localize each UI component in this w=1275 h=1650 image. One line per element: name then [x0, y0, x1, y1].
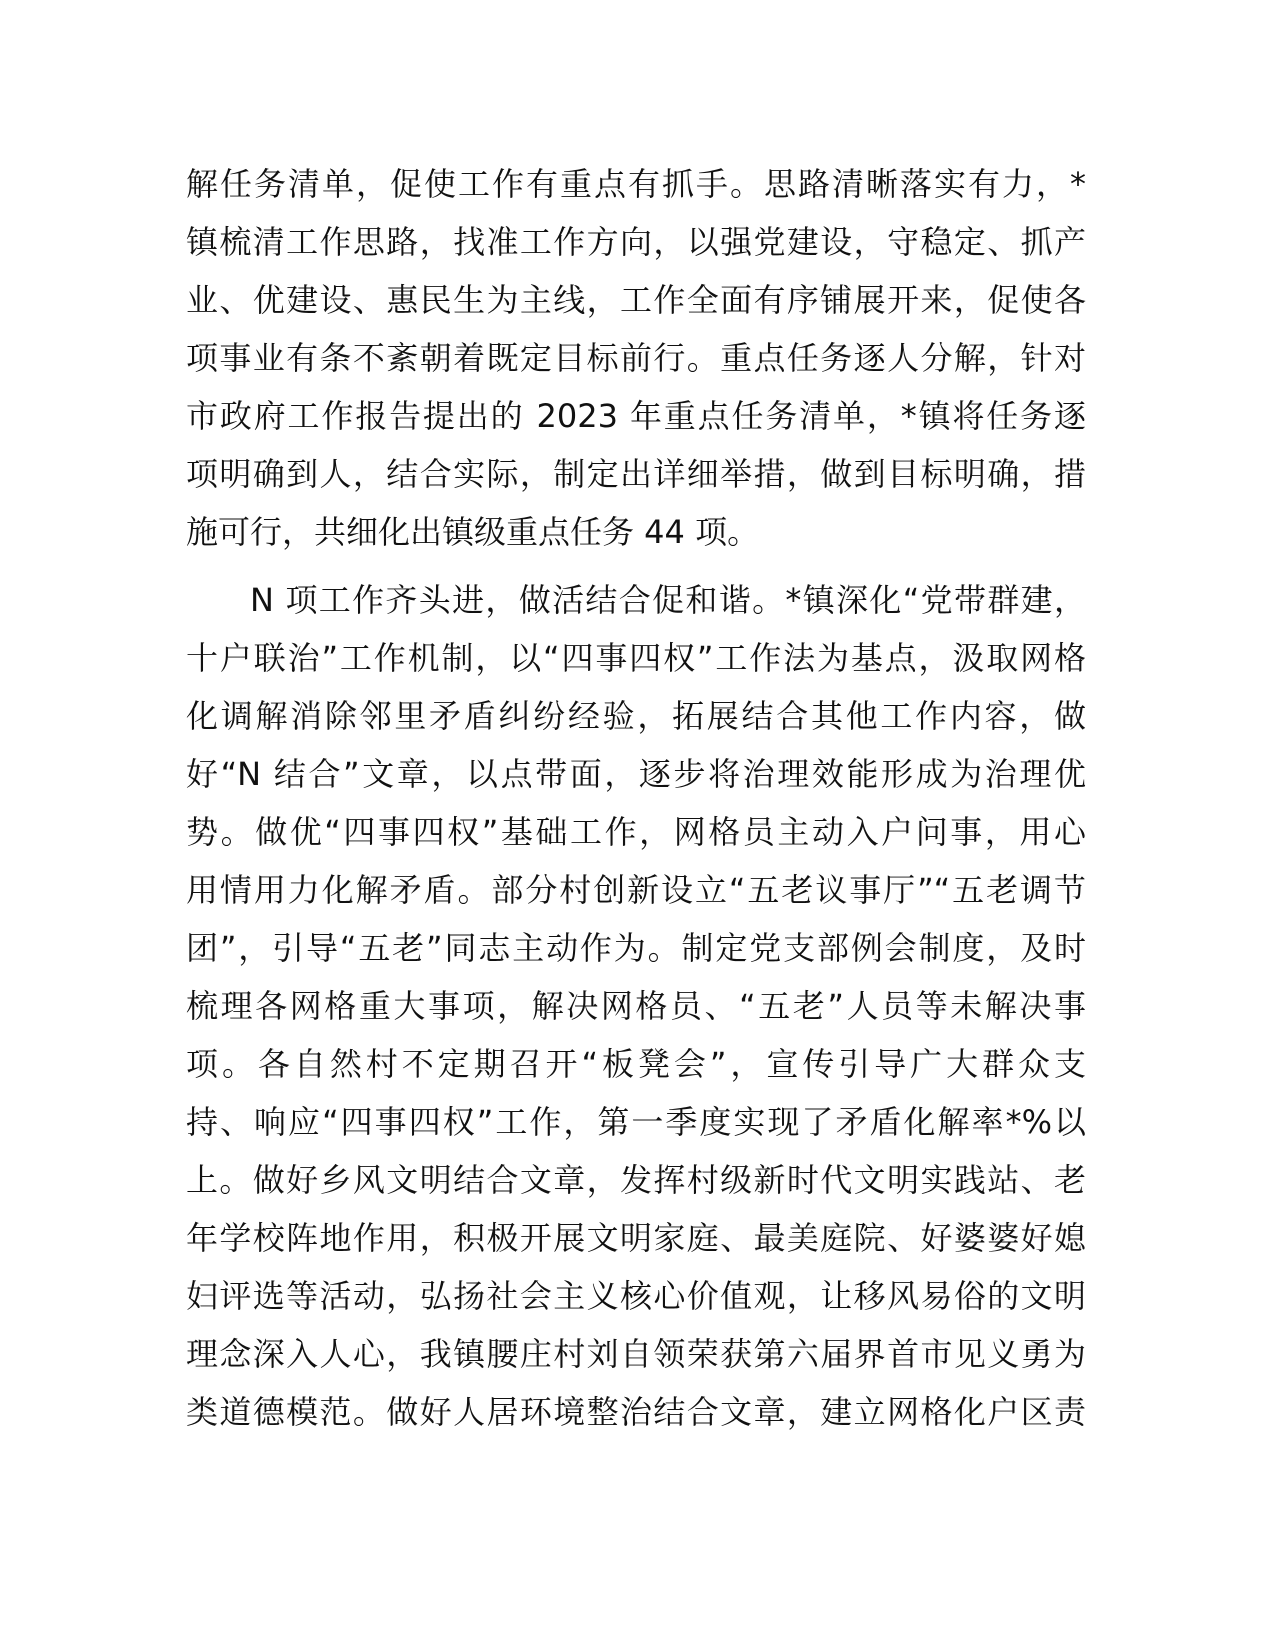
paragraph-line: 化调解消除邻里矛盾纠纷经验，拓展结合其他工作内容，做 — [186, 697, 1086, 735]
paragraph-line: 施可行，共细化出镇级重点任务 44 项。 — [186, 513, 760, 551]
paragraph-line: 妇评选等活动，弘扬社会主义核心价值观，让移风易俗的文明 — [186, 1277, 1086, 1315]
paragraph-line: 用情用力化解矛盾。部分村创新设立“五老议事厅”“五老调节 — [186, 871, 1086, 909]
paragraph-1 — [186, 155, 1086, 561]
document-body — [186, 155, 1086, 1441]
paragraph-line: 势。做优“四事四权”基础工作，网格员主动入户问事，用心 — [186, 813, 1086, 851]
paragraph-line: 项事业有条不紊朝着既定目标前行。重点任务逐人分解，针对 — [186, 339, 1086, 377]
paragraph-spacer — [186, 561, 1086, 571]
paragraph-line: 理念深入人心，我镇腰庄村刘自领荣获第六届界首市见义勇为 — [186, 1335, 1086, 1373]
paragraph-line: 项。各自然村不定期召开“板凳会”，宣传引导广大群众支 — [186, 1045, 1086, 1083]
paragraph-line: N 项工作齐头进，做活结合促和谐。*镇深化“党带群建， — [250, 581, 1086, 619]
paragraph-line: 镇梳清工作思路，找准工作方向，以强党建设，守稳定、抓产 — [186, 223, 1086, 261]
paragraph-line: 上。做好乡风文明结合文章，发挥村级新时代文明实践站、老 — [186, 1161, 1086, 1199]
paragraph-line: 十户联治”工作机制，以“四事四权”工作法为基点，汲取网格 — [186, 639, 1086, 677]
paragraph-line: 团”，引导“五老”同志主动作为。制定党支部例会制度，及时 — [186, 929, 1086, 967]
paragraph-2 — [186, 571, 1086, 1441]
paragraph-line: 好“N 结合”文章，以点带面，逐步将治理效能形成为治理优 — [186, 755, 1086, 793]
paragraph-line: 梳理各网格重大事项，解决网格员、“五老”人员等未解决事 — [186, 987, 1086, 1025]
paragraph-line: 市政府工作报告提出的 2023 年重点任务清单，*镇将任务逐 — [186, 397, 1086, 435]
paragraph-line: 持、响应“四事四权”工作，第一季度实现了矛盾化解率*%以 — [186, 1103, 1086, 1141]
paragraph-line: 年学校阵地作用，积极开展文明家庭、最美庭院、好婆婆好媳 — [186, 1219, 1086, 1257]
paragraph-line: 业、优建设、惠民生为主线，工作全面有序铺展开来，促使各 — [186, 281, 1086, 319]
paragraph-line: 类道德模范。做好人居环境整治结合文章，建立网格化户区责 — [186, 1393, 1086, 1431]
paragraph-line: 解任务清单，促使工作有重点有抓手。思路清晰落实有力，* — [186, 165, 1086, 203]
paragraph-line: 项明确到人，结合实际，制定出详细举措，做到目标明确，措 — [186, 455, 1086, 493]
